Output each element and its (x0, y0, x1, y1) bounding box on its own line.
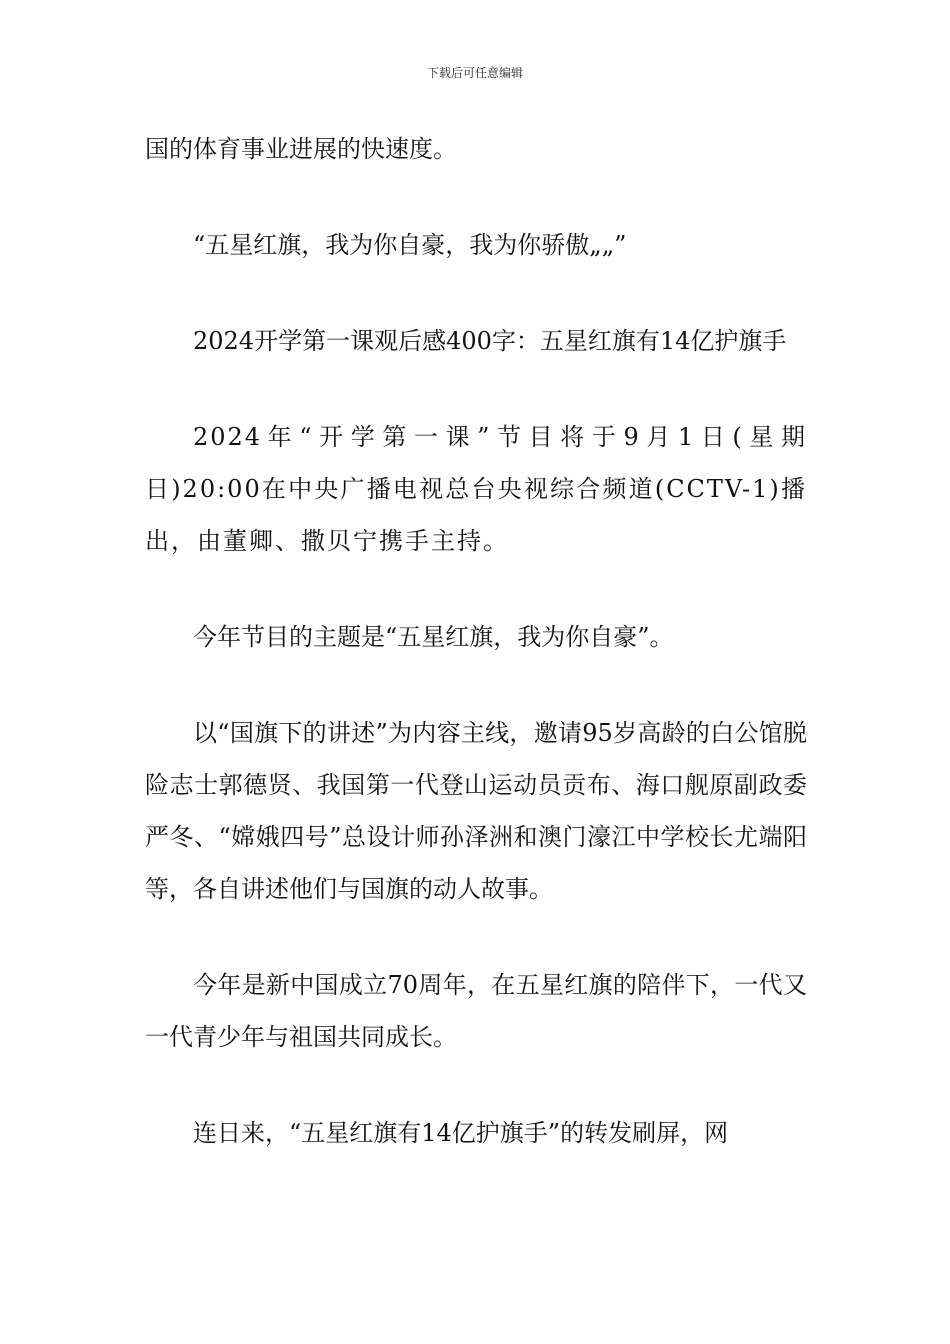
document-body (145, 123, 807, 1203)
paragraph-trending: 连日来，“五星红旗有14亿护旗手”的转发刷屏，网 (193, 1119, 729, 1147)
paragraph-title: 2024开学第一课观后感400字：五星红旗有14亿护旗手 (193, 327, 787, 355)
paragraph-theme: 今年节目的主题是“五星红旗，我为你自豪”。 (193, 623, 674, 651)
page-header: 下载后可任意编辑 (426, 66, 523, 80)
paragraph-quote: “五星红旗，我为你自豪，我为你骄傲„„” (193, 231, 627, 259)
paragraph-continuation: 国的体育事业进展的快速度。 (145, 135, 457, 163)
paragraph-anniversary: 今年是新中国成立70周年，在五星红旗的陪伴下，一代又一代青少年与祖国共同成长。 (145, 971, 807, 1051)
paragraph-guests: 以“国旗下的讲述”为内容主线，邀请95岁高龄的白公馆脱险志士郭德贤、我国第一代登山运动员贡布、海口舰原副政委严冬、“嫦娥四号”总设计师孙泽洲和澳门濠江中学校长尤端阳等，各自讲述他们与国旗的动人故事。 (145, 719, 807, 903)
paragraph-broadcast-info: 2024年“开学第一课”节目将于9月1日(星期日)20:00在中央广播电视总台央视综合频道(CCTV-1)播出，由董卿、撒贝宁携手主持。 (145, 423, 807, 555)
